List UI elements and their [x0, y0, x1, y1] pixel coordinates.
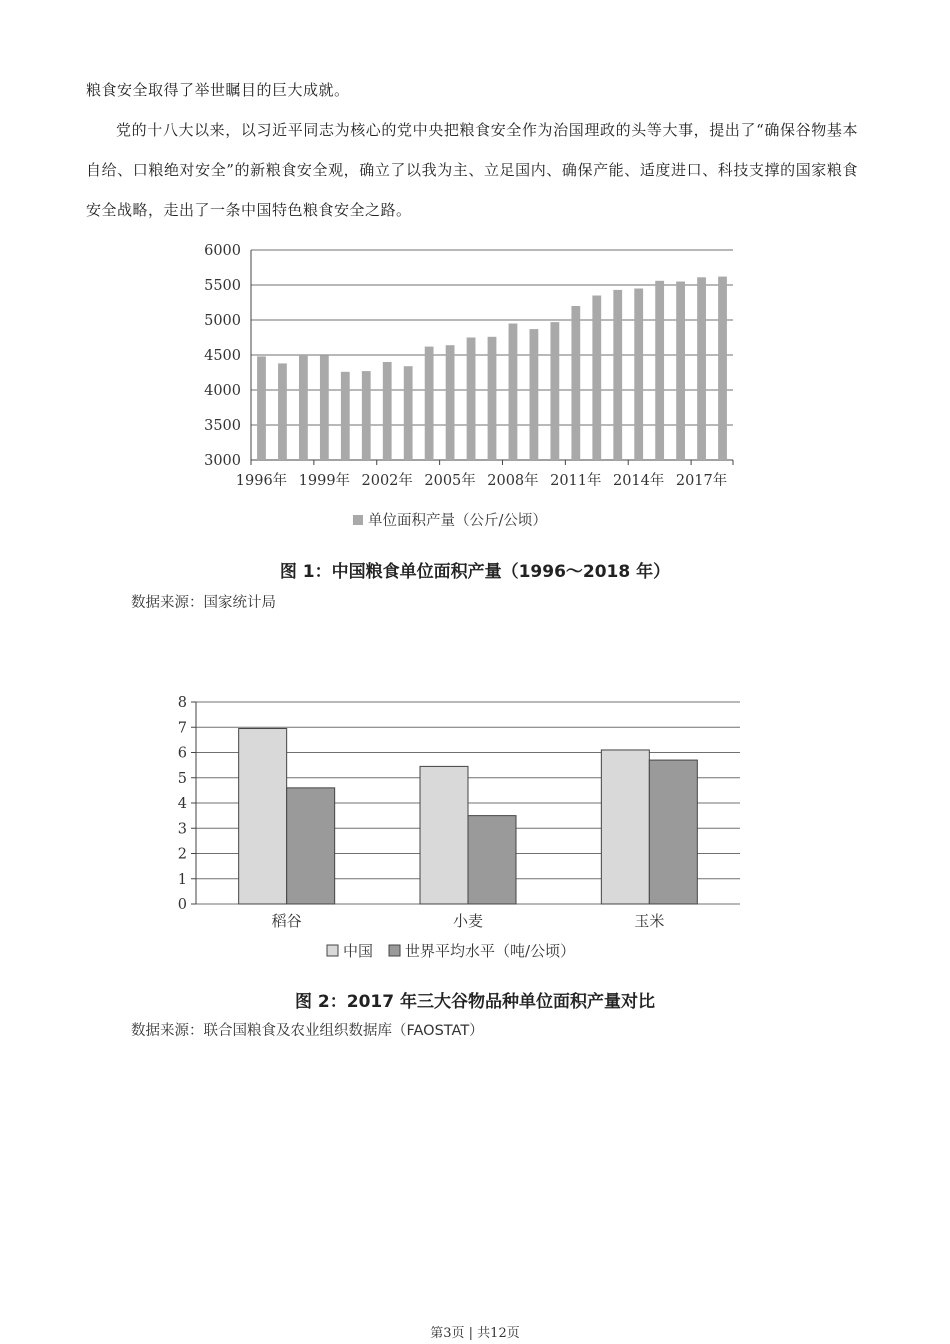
- x-tick-label: 2005年: [424, 473, 476, 489]
- legend-label: 世界平均水平（吨/公顷）: [405, 942, 576, 960]
- bar-2015年: [655, 281, 664, 460]
- x-tick-label: 2002年: [361, 473, 413, 489]
- y-tick-label: 4500: [204, 348, 241, 364]
- page-footer: 第3页 | 共12页: [430, 1326, 520, 1341]
- x-tick-label: 稻谷: [271, 912, 302, 930]
- y-tick-label: 3500: [204, 418, 241, 434]
- bar-2014年: [634, 289, 643, 461]
- bar-玉米-中国: [601, 750, 649, 904]
- figure-1-caption: 图 1：中国粮食单位面积产量（1996～2018 年）: [279, 562, 671, 582]
- bar-2013年: [613, 290, 622, 460]
- bar-2001年: [362, 371, 371, 460]
- legend-swatch: [327, 945, 338, 956]
- bar-小麦-世界平均水平（吨/公顷）: [468, 816, 516, 904]
- bar-2009年: [530, 329, 539, 460]
- x-tick-label: 玉米: [634, 912, 665, 930]
- figure-1-source: 数据来源：国家统计局: [131, 595, 276, 611]
- x-tick-label: 2017年: [675, 473, 728, 489]
- bar-2002年: [383, 362, 392, 460]
- y-tick-label: 8: [177, 695, 187, 711]
- x-tick-label: 2011年: [550, 473, 602, 489]
- legend-swatch: [353, 515, 363, 525]
- bar-1998年: [299, 355, 308, 460]
- paragraph-1: 粮食安全取得了举世瞩目的巨大成就。: [86, 81, 350, 99]
- x-tick-label: 2014年: [612, 473, 665, 489]
- y-tick-label: 5500: [204, 278, 241, 294]
- y-tick-label: 6: [177, 745, 187, 762]
- bar-2008年: [509, 324, 518, 461]
- bar-2011年: [571, 306, 580, 460]
- y-tick-label: 4000: [204, 383, 241, 399]
- x-tick-label: 小麦: [452, 912, 484, 930]
- x-tick-label: 2008年: [487, 473, 539, 489]
- bar-2006年: [467, 338, 476, 461]
- y-tick-label: 4: [177, 796, 187, 812]
- figure-2-caption: 图 2：2017 年三大谷物品种单位面积产量对比: [295, 992, 655, 1012]
- bar-稻谷-中国: [239, 729, 287, 904]
- legend-label: 中国: [343, 942, 374, 960]
- legend-swatch: [389, 945, 400, 956]
- bar-2016年: [676, 282, 685, 461]
- paragraph-2: 党的十八大以来，以习近平同志为核心的党中央把粮食安全作为治国理政的头等大事，提出了“确保谷物基本自给、口粮绝对安全”的新粮食安全观，确立了以我为主、立足国内、确保产能、适度进口、科技支撑的国家粮食安全战略，走出了一条中国特色粮食安全之路。: [86, 121, 858, 219]
- bar-2000年: [341, 372, 350, 460]
- bar-2004年: [425, 347, 434, 460]
- y-tick-label: 0: [177, 897, 187, 913]
- bar-2018年: [718, 277, 727, 460]
- chart-1-grain-yield: [0, 230, 950, 530]
- bar-2017年: [697, 277, 706, 460]
- x-tick-label: 1996年: [235, 473, 288, 489]
- x-tick-label: 1999年: [298, 473, 351, 489]
- y-tick-label: 7: [177, 720, 187, 737]
- y-tick-label: 5000: [204, 313, 241, 329]
- bar-2007年: [488, 337, 497, 460]
- bar-2010年: [550, 322, 559, 460]
- figure-2-source: 数据来源：联合国粮食及农业组织数据库（FAOSTAT）: [131, 1023, 484, 1039]
- y-tick-label: 3: [177, 821, 187, 838]
- y-tick-label: 5: [177, 770, 187, 787]
- bar-1999年: [320, 356, 329, 460]
- y-tick-label: 1: [177, 871, 187, 888]
- bar-2012年: [592, 296, 601, 461]
- bar-1996年: [257, 356, 266, 460]
- bar-小麦-中国: [420, 766, 468, 904]
- y-tick-label: 2: [177, 846, 187, 863]
- bar-稻谷-世界平均水平（吨/公顷）: [287, 788, 335, 904]
- chart-2-cereal-comparison: [0, 688, 950, 968]
- y-tick-label: 6000: [204, 243, 241, 259]
- bar-玉米-世界平均水平（吨/公顷）: [649, 760, 697, 904]
- legend-label: 单位面积产量（公斤/公顷）: [368, 513, 547, 529]
- y-tick-label: 3000: [204, 453, 241, 469]
- bar-1997年: [278, 363, 287, 460]
- bar-2003年: [404, 366, 413, 460]
- bar-2005年: [446, 345, 455, 460]
